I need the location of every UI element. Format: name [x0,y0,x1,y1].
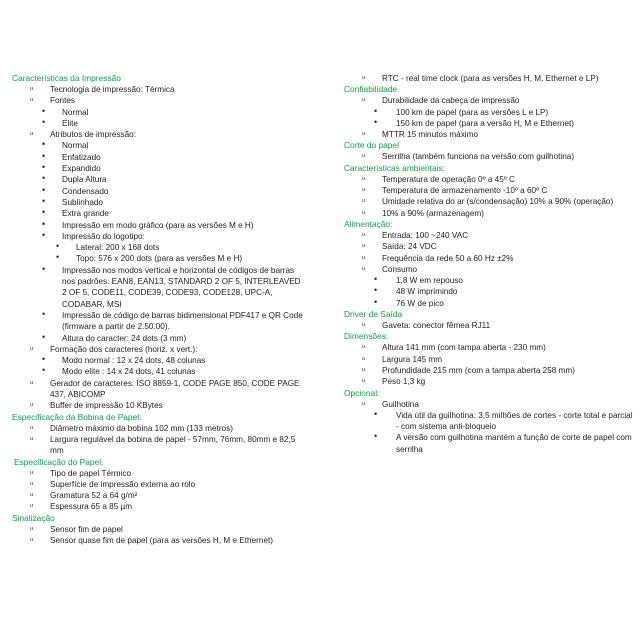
section-heading: Especificação do Papel: [14,456,104,467]
list-item-text: Espessura 65 a 85 µm [50,502,133,512]
list-item-text: Guilhotina [382,399,419,409]
section-alimentacao [344,219,634,309]
list-item-text: Condensado [62,186,109,196]
bullet-icon: • [56,252,60,263]
list-item-text: Vida útil da guilhotina: 3,5 milhões de cortes - corte total e parcial - com sistema anti-bloqueio [396,410,633,432]
list-item-text: 150 km de papel (para a versão H, M e Ethernet) [396,118,574,128]
bullet-icon: u [362,344,366,351]
list-item-level-1 [344,151,634,162]
list-item-text: Serrilha (também funciona na versão com guilhotina) [382,152,575,162]
list-item-text: Modo elite : 14 x 24 dots, 41 colunas [62,367,196,377]
list-item-text: A versão com guilhotina mantém a função de corte de papel com serrilha [396,433,632,454]
list-item-level-1 [344,174,634,185]
list-item-text: RTC - real time clock (para as versões H, M, Ethernet e LP) [382,74,599,83]
list-item-level-2 [344,275,634,286]
section-heading: Sinalização [12,512,55,523]
list-item-text: Largura regulável da bobina de papel - 57mm, 76mm, 80mm e 82,5 mm [50,434,296,456]
list-item-text: Lateral: 200 x 168 dots [76,243,160,253]
bullet-icon: u [362,131,366,138]
bullet-icon: • [42,331,46,342]
list-item-level-1 [12,524,304,535]
list-item-text: Saída: 24 VDC [382,242,437,252]
list-item-level-1 [344,73,634,84]
list-item-text: Buffer de impressão 10 KBytes [50,401,163,411]
bullet-icon: • [374,105,378,116]
list-item-text: Superfície de impressão externa ao rolo [50,479,196,489]
bullet-icon: u [362,97,366,104]
list-item-text: 100 km de papel (para as versões L e LP) [396,107,549,117]
bullet-icon: • [374,285,378,296]
bullet-icon: • [42,207,46,218]
list-item-level-1 [12,378,304,401]
bullet-icon: • [374,116,378,127]
bullet-icon: u [30,480,34,487]
list-item-text: Consumo [382,264,418,274]
list-item-level-2 [344,118,634,129]
bullet-icon: • [374,431,378,442]
list-item-level-1 [344,95,634,106]
list-item-level-1 [344,354,634,365]
list-item-level-2 [344,432,634,455]
section-heading: Driver de Saída [344,309,403,320]
bullet-icon: • [42,365,46,376]
list-item-text: Topo: 576 x 200 dots (para as versões M e H) [76,254,243,264]
list-item-level-1 [344,241,634,252]
section-heading: Especificação da Bobina de Papel: [12,411,142,422]
list-item-text: Altura do caracter: 24 dots (3 mm) [62,333,187,343]
section-especificacao-do-papel [12,457,304,513]
bullet-icon: u [362,400,366,407]
list-item-level-1 [12,490,304,501]
list-item-level-2 [12,186,304,197]
section-heading: Confiabilidade [344,84,398,95]
bullet-icon: u [362,231,366,238]
section-caracteristicas-da-impressao [12,73,304,412]
list-item-level-1 [12,344,304,355]
list-item-level-1 [12,468,304,479]
section-especificacao-da-bobina-de-papel [12,412,304,457]
list-item-text: Temperatura de armazenamento -10º a 60º C [382,186,548,196]
bullet-icon: u [362,243,366,250]
list-item-level-2 [344,107,634,118]
list-item-level-1 [344,342,634,353]
list-item-text: 48 W imprimindo [396,287,458,297]
list-item-level-1 [12,423,304,434]
bullet-icon: • [42,139,46,150]
list-item-text: Gaveta: conector fêmea RJ11 [382,321,491,331]
left-column [12,73,304,546]
list-item-level-2 [344,298,634,309]
list-item-level-2 [12,355,304,366]
list-item-level-2 [12,140,304,151]
list-item-text: Diâmetro máximo da bobina 102 mm (133 metros) [50,423,233,433]
bullet-icon: u [362,378,366,385]
list-item-level-1 [344,365,634,376]
list-item-text: Profundidade 215 mm (com a tampa aberta 258 mm) [382,365,575,375]
list-item-level-3 [12,253,304,264]
section-driver-de-saida [344,309,634,331]
bullet-icon: • [42,150,46,161]
list-item-text: Entrada: 100 ~240 VAC [382,230,469,240]
bullet-icon: • [42,263,46,274]
list-item-text: Largura 145 mm [382,354,443,364]
bullet-icon: • [42,105,46,116]
bullet-icon: u [30,379,34,386]
list-item-text: Impressão em modo gráfico (para as versões M e H) [62,220,254,230]
section-heading: Características ambientais: [344,162,446,173]
list-item-text: Temperatura de operação 0º a 45º C [382,174,515,184]
list-item-level-2 [344,286,634,297]
bullet-icon: u [30,86,34,92]
list-item-text: Sublinhado [62,197,103,207]
list-item-text: Tipo de papel Térmico [50,468,132,478]
list-item-level-2 [12,197,304,208]
list-item-text: Impressão nos modos vertical e horizontal de códigos de barras nos padrões: EAN8, EAN13, STANDARD 2 OF 5, INTERLEAVED 2 OF 5, CODE11, CODE39, CODE93, CODE128, UPC-A, CODABAR, MSI [62,265,301,309]
list-item-text: Altura 141 mm (com tampa aberta - 230 mm) [382,343,546,353]
section-heading: Corte do papel [344,140,399,151]
bullet-icon: u [362,187,366,194]
bullet-icon: • [42,184,46,195]
bullet-icon: u [362,265,366,272]
list-item-text: Gramatura 52 a 64 g/m² [50,491,138,501]
list-item-level-2 [344,410,634,433]
list-item-level-1 [12,434,304,457]
section-confiabilidade [344,84,634,140]
bullet-icon: u [362,355,366,362]
list-item-level-1 [12,84,304,95]
list-item-level-2 [12,366,304,377]
bullet-icon: • [374,296,378,307]
list-item-level-1 [344,399,634,410]
list-item-level-1 [12,400,304,411]
section-heading: Características da Impressão [12,73,121,83]
bullet-icon: u [30,131,34,138]
list-item-level-2 [12,310,304,333]
section-dimensoes [344,331,634,387]
list-item-text: Umidade relativa do ar (s/condensação) 10% a 90% (operação) [382,197,614,207]
bullet-icon: • [42,229,46,240]
list-item-level-1 [12,479,304,490]
list-item-text: Tecnologia de impressão: Térmica [50,85,175,94]
bullet-icon: u [362,175,366,182]
list-item-text: Fontes [50,96,76,106]
list-item-text: Normal [62,107,89,117]
list-item-level-2 [12,152,304,163]
list-item-text: Modo normal : 12 x 24 dots, 48 colunas [62,356,206,366]
section-corte-do-papel [344,140,634,162]
section-caracteristicas-ambientais [344,163,634,219]
list-item-level-1 [344,253,634,264]
bullet-icon: • [42,116,46,127]
section-heading: Alimentação: [344,218,393,229]
list-item-level-1 [344,208,634,219]
list-item-level-1 [12,535,304,546]
list-item-level-1 [344,376,634,387]
list-item-text: MTTR 15 minutos máximo [382,130,478,140]
list-item-level-1 [344,264,634,275]
list-item-level-2 [12,220,304,231]
list-item-level-1 [344,320,634,331]
list-item-level-2 [12,163,304,174]
list-item-text: Peso 1,3 kg [382,377,426,387]
section-opcional [344,388,634,455]
section-continuation [344,73,634,84]
list-item-text: Gerador de caracteres: ISO 8859-1, CODE PAGE 850, CODE PAGE 437, ABICOMP [50,378,300,400]
list-item-text: Expandido [62,164,101,174]
list-item-text: Elite [62,118,78,128]
list-item-level-1 [344,129,634,140]
list-item-level-2 [12,333,304,344]
list-item-text: Durabilidade da cabeça de impressão [382,96,520,106]
bullet-icon: u [30,435,34,442]
section-sinalizacao [12,513,304,547]
list-item-text: Extra grande [62,209,109,219]
bullet-icon: u [30,525,34,532]
list-item-text: Dupla Altura [62,175,107,185]
bullet-icon: u [362,198,366,205]
bullet-icon: u [362,75,366,81]
list-item-text: Impressão de código de barras bidimensional PDF417 e QR Code (firmware a partir de 2.50.00). [62,310,303,332]
bullet-icon: u [30,492,34,499]
bullet-icon: u [30,97,34,104]
list-item-level-1 [12,95,304,106]
bullet-icon: u [30,536,34,543]
list-item-text: Atributos de impressão: [50,130,137,140]
bullet-icon: • [42,173,46,184]
bullet-icon: u [30,469,34,476]
bullet-icon: u [30,345,34,352]
list-item-level-2 [12,118,304,129]
bullet-icon: • [42,308,46,319]
bullet-icon: • [56,241,60,252]
right-column [344,73,634,455]
section-heading: Opcional: [344,387,380,398]
bullet-icon: u [30,503,34,510]
bullet-icon: u [362,322,366,329]
list-item-text: Enfatizado [62,152,101,162]
bullet-icon: u [362,254,366,261]
list-item-text: Sensor fim de papel [50,524,123,534]
bullet-icon: • [42,354,46,365]
list-item-level-2 [12,107,304,118]
bullet-icon: u [362,366,366,373]
list-item-text: Formação dos caracteres (horiz. x vert.): [50,344,198,354]
bullet-icon: • [42,218,46,229]
list-item-text: 76 W de pico [396,298,444,308]
list-item-level-2 [12,265,304,310]
list-item-level-1 [344,185,634,196]
list-item-level-2 [12,174,304,185]
section-heading: Dimensões: [344,331,389,342]
list-item-level-1 [12,129,304,140]
list-item-text: Frequência da rede 50 a 60 Hz ±2% [382,253,514,263]
list-item-level-1 [344,196,634,207]
bullet-icon: u [362,209,366,216]
list-item-text: 10% a 90% (armazenagem) [382,208,484,218]
bullet-icon: u [30,424,34,431]
bullet-icon: • [374,408,378,419]
bullet-icon: • [42,162,46,173]
list-item-level-1 [12,501,304,512]
bullet-icon: u [362,153,366,160]
list-item-text: 1,8 W em repouso [396,276,463,286]
list-item-level-2 [12,208,304,219]
list-item-level-1 [344,230,634,241]
bullet-icon: • [374,274,378,285]
bullet-icon: u [30,402,34,409]
bullet-icon: • [42,195,46,206]
list-item-text: Normal [62,141,89,151]
list-item-text: Sensor quase fim de papel (para as versões H, M e Ethernet) [50,535,273,545]
list-item-text: Impressão do logotipo: [62,231,145,241]
